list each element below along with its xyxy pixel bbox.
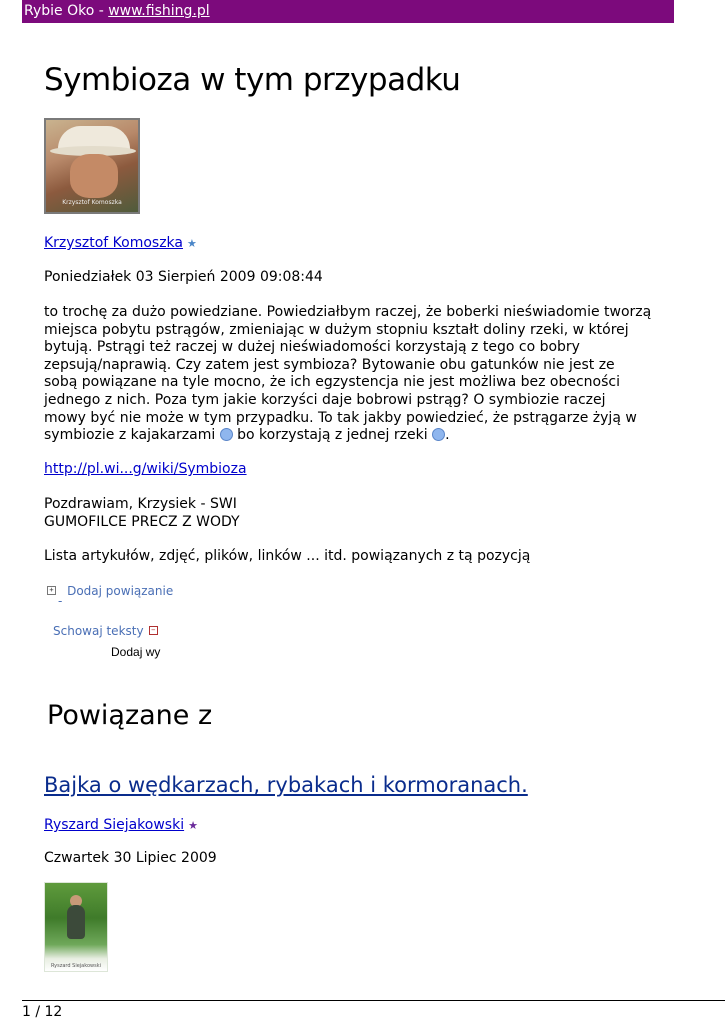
author-avatar[interactable]	[44, 118, 140, 214]
footer-divider	[22, 1000, 725, 1001]
author-link[interactable]: Krzysztof Komoszka	[44, 235, 183, 251]
hide-texts-link[interactable]: Schowaj teksty	[53, 624, 144, 638]
signature-line: GUMOFILCE PRECZ Z WODY	[44, 513, 240, 530]
body-line: mowy być nie może w tym przypadku. To tak jakby powiedzieć, że pstrągarze żyją w	[44, 409, 637, 426]
smiley-icon	[220, 428, 233, 441]
related-heading: Powiązane z	[47, 700, 213, 731]
body-line: symbiozie z kajakarzami	[44, 427, 220, 444]
related-article-link[interactable]: Bajka o wędkarzach, rybakach i kormoranach.	[44, 773, 528, 797]
body-line: .	[445, 427, 450, 444]
site-url-link[interactable]: www.fishing.pl	[108, 3, 210, 19]
add-relation-link[interactable]: Dodaj powiązanie	[67, 584, 174, 598]
add-small-text[interactable]: Dodaj wy	[111, 645, 161, 659]
smiley-icon	[432, 428, 445, 441]
star-icon: ★	[188, 819, 198, 832]
site-name: Rybie Oko -	[24, 3, 109, 19]
post-body	[44, 304, 684, 445]
signature	[44, 496, 240, 531]
star-icon: ★	[186, 237, 197, 250]
body-line: miejsca pobytu pstrągów, zmieniając w dużym stopniu kształt doliny rzeki, w której	[44, 321, 629, 338]
avatar-caption: Krzysztof Komoszka	[62, 199, 122, 206]
post-author-line	[44, 235, 197, 251]
page-number: 1 / 12	[22, 1004, 63, 1020]
related-author-line	[44, 817, 198, 833]
body-line: jednego z nich. Poza tym jakie korzyści daje bobrowi pstrąg? O symbiozie raczej	[44, 391, 606, 408]
related-date: Czwartek 30 Lipiec 2009	[44, 850, 217, 866]
avatar-caption: Ryszard Siejakowski	[50, 963, 102, 969]
wiki-link-line	[44, 461, 247, 477]
minus-box-icon[interactable]: −	[149, 626, 158, 635]
related-author-avatar[interactable]	[44, 882, 108, 972]
hide-texts-row	[53, 620, 158, 639]
body-line: bo korzystają z jednej rzeki	[232, 427, 433, 444]
site-header-bar	[22, 0, 674, 23]
signature-line: Pozdrawiam, Krzysiek - SWI	[44, 496, 237, 512]
plus-box-icon[interactable]: +	[47, 586, 56, 595]
post-title: Symbioza w tym przypadku	[44, 62, 461, 98]
body-line: bytują. Pstrągi też raczej w dużej nieświadomości korzystają z tego co bobry	[44, 339, 580, 356]
post-date: Poniedziałek 03 Sierpień 2009 09:08:44	[44, 269, 323, 285]
add-relation-row	[47, 580, 173, 599]
body-line: sobą powiązane na tyle mocno, że ich egzystencja nie jest możliwa bez obecności	[44, 374, 620, 391]
dash: -	[58, 594, 63, 608]
related-list-text: Lista artykułów, zdjęć, plików, linków ... itd. powiązanych z tą pozycją	[44, 548, 531, 564]
related-author-link[interactable]: Ryszard Siejakowski	[44, 817, 185, 833]
body-line: zepsują/naprawią. Czy zatem jest symbioza? Bytowanie obu gatunków nie jest ze	[44, 356, 615, 373]
body-line: to trochę za dużo powiedziane. Powiedziałbym raczej, że boberki nieświadomie tworzą	[44, 304, 652, 320]
wiki-link[interactable]: http://pl.wi...g/wiki/Symbioza	[44, 461, 247, 477]
